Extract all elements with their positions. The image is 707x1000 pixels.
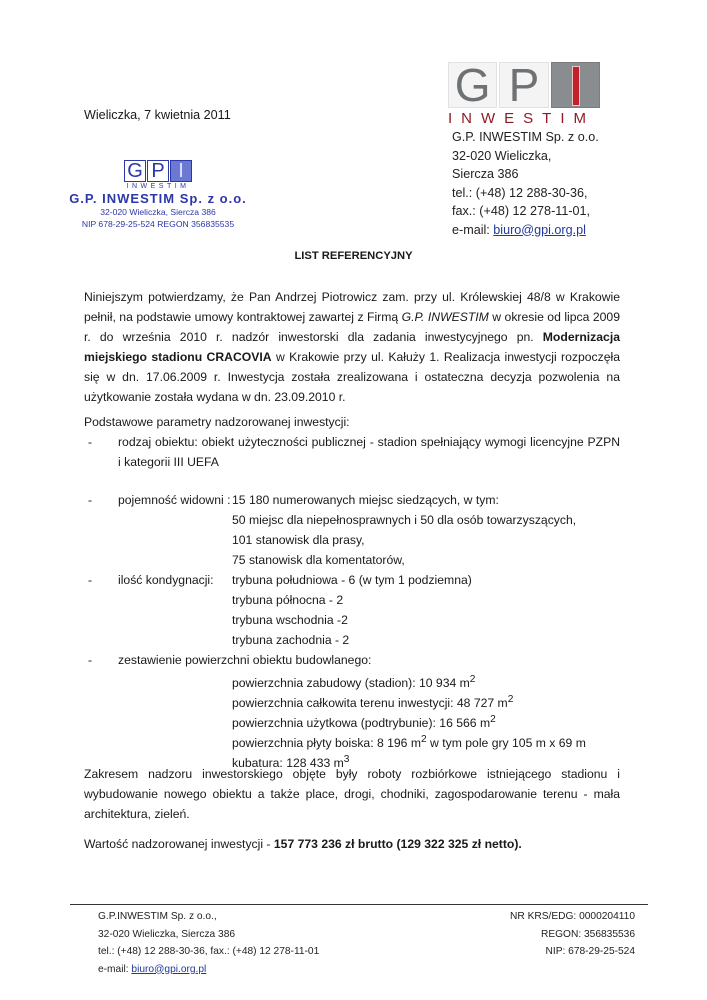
area-text: w tym pole gry 105 m x 69 m — [426, 736, 586, 751]
footer-right — [510, 908, 635, 961]
bullet-dash: - — [88, 573, 93, 587]
document-title: LIST REFERENCYJNY — [294, 250, 413, 262]
capacity-value: 15 180 numerowanych miejsc siedzących, w tym: — [232, 493, 499, 507]
company-logo — [448, 59, 600, 127]
areas-label: zestawienie powierzchni obiektu budowlanego: — [118, 653, 372, 667]
bullet-dash: - — [88, 653, 93, 667]
value-amount: 157 773 236 zł brutto (129 322 325 zł netto). — [273, 837, 522, 851]
floors-value: trybuna północna - 2 — [232, 593, 344, 607]
stamp-ids: NIP 678-29-25-524 REGON 356835535 — [81, 219, 235, 229]
stamp-logo — [68, 160, 248, 182]
company-stamp — [68, 160, 248, 230]
logo-letter-g: G — [448, 62, 497, 108]
firm-name: G.P. INWESTIM — [401, 310, 489, 324]
footer-krs: NR KRS/EDG: 0000204110 — [510, 911, 635, 922]
scope-paragraph: Zakresem nadzoru inwestorskiego objęte były roboty rozbiórkowe istniejącego stadionu i wybudowanie nowego obiektu a także place, drogi, chodniki, zagospodarowanie terenu - mała architektura, zieleń. — [84, 767, 620, 821]
capacity-label: pojemność widowni : — [118, 493, 231, 507]
area-text: kubatura: 128 433 m — [232, 756, 344, 771]
intro-paragraph — [84, 287, 620, 407]
footer-left — [98, 908, 319, 978]
email-link[interactable]: biuro@gpi.org.pl — [493, 222, 586, 237]
area-unit-exponent: 3 — [343, 754, 350, 765]
intro-text: Niniejszym potwierdzamy, że Pan Andrzej Piotrowicz zam. przy ul. Królewskiej 48/8 w Krakowie pełnił, na podstawie umowy kontraktowej zawartej z Firmą — [84, 290, 620, 324]
floors-value: trybuna południowa - 6 (w tym 1 podziemna) — [232, 573, 472, 587]
footer-line: G.P.INWESTIM Sp. z o.o., — [98, 911, 217, 922]
footer-email-label: e-mail: — [98, 963, 132, 975]
stamp-subtitle: INWESTIM — [126, 183, 190, 190]
footer-email-link[interactable]: biuro@gpi.org.pl — [131, 963, 207, 975]
footer-line: 32-020 Wieliczka, Siercza 386 — [98, 928, 236, 940]
area-unit-exponent: 2 — [421, 734, 427, 745]
company-email-line — [452, 221, 599, 240]
footer-line: tel.: (+48) 12 288-30-36, fax.: (+48) 12 278-11-01 — [98, 946, 320, 957]
footer-email-line — [98, 961, 319, 979]
company-line: 32-020 Wieliczka, — [452, 148, 552, 163]
footer-regon: REGON: 356835536 — [540, 928, 635, 940]
floors-value: trybuna wschodnia -2 — [232, 613, 348, 627]
floors-label: ilość kondygnacji: — [118, 573, 214, 587]
company-line: fax.: (+48) 12 278-11-01, — [452, 204, 591, 218]
company-line: G.P. INWESTIM Sp. z o.o. — [452, 130, 599, 144]
area-unit-exponent: 2 — [507, 694, 514, 705]
stamp-address: 32-020 Wieliczka, Siercza 386 — [100, 207, 216, 217]
company-line: Siercza 386 — [452, 167, 519, 181]
company-line: tel.: (+48) 12 288-30-36, — [452, 185, 588, 200]
intro-text: w okresie od lipca 2009 r. do września 2010 r. nadzór inwestorski dla zadania inwestycyjnego pn. — [84, 310, 620, 344]
value-label: Wartość nadzorowanej inwestycji - — [84, 837, 274, 851]
floors-value: trybuna zachodnia - 2 — [232, 633, 350, 647]
footer-nip: NIP: 678-29-25-524 — [545, 946, 635, 957]
area-text: powierzchnia zabudowy (stadion): 10 934 m — [232, 676, 470, 691]
capacity-value: 101 stanowisk dla prasy, — [232, 533, 365, 547]
investment-value — [84, 834, 522, 854]
logo-subtitle: INWESTIM — [448, 110, 595, 127]
bullet-dash: - — [88, 493, 93, 507]
project-name: Modernizacja miejskiego stadionu CRACOVIA — [84, 330, 620, 364]
stamp-letter-p: P — [147, 160, 169, 182]
capacity-value: 75 stanowisk dla komentatorów, — [232, 553, 405, 567]
email-label: e-mail: — [452, 222, 494, 237]
stamp-letter-i: I — [170, 160, 192, 182]
area-unit-exponent: 2 — [469, 674, 476, 685]
area-unit-exponent: 2 — [490, 714, 496, 725]
params-heading: Podstawowe parametry nadzorowanej inwestycji: — [84, 415, 350, 429]
footer-divider — [70, 904, 648, 905]
capacity-value: 50 miejsc dla niepełnosprawnych i 50 dla osób towarzyszących, — [232, 513, 577, 527]
logo-red-bar — [572, 66, 580, 106]
stamp-letter-g: G — [124, 160, 146, 182]
area-text: powierzchnia całkowita terenu inwestycji: 48 727 m — [232, 696, 508, 711]
area-text: powierzchnia płyty boiska: 8 196 m — [232, 736, 422, 751]
bullet-dash: - — [88, 435, 93, 449]
company-address — [452, 128, 599, 239]
intro-text: w Krakowie przy ul. Kałuży 1. Realizacja inwestycji rozpoczęła się w dn. 17.06.2009 r. Inwestycja została zrealizowana i ostateczna decyzja pozwolenia na użytkowanie została wydana w dn. 23.09.2010 r. — [84, 350, 620, 404]
logo-letter-p: P — [499, 62, 548, 108]
stamp-company-name: G.P. INWESTIM Sp. z o.o. — [69, 191, 247, 206]
area-text: powierzchnia użytkowa (podtrybunie): 16 566 m — [232, 716, 491, 731]
param-object-type: rodzaj obiektu: obiekt użyteczności publicznej - stadion spełniający wymogi licencyjne PZPN i kategorii III UEFA — [118, 435, 620, 469]
letter-date: Wieliczka, 7 kwietnia 2011 — [84, 108, 231, 122]
logo-letter-i — [551, 62, 600, 108]
